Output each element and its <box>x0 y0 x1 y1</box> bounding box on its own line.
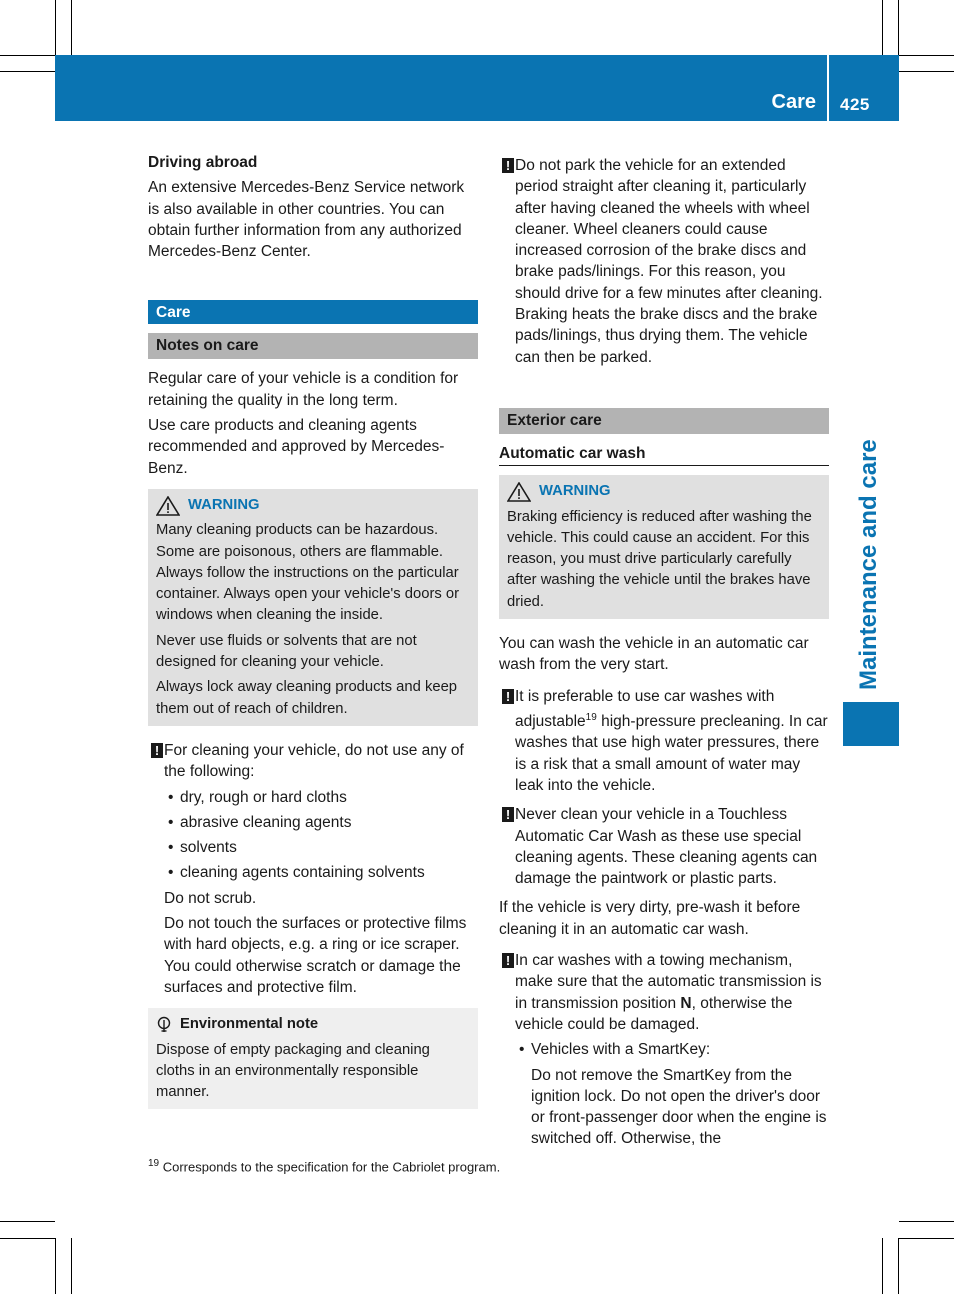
warning-text: Never use fluids or solvents that are not designed for cleaning your vehicle. <box>156 632 417 671</box>
crop-mark <box>882 1238 883 1294</box>
list-item: • cleaning agents containing solvents <box>164 862 478 883</box>
environmental-note-text: Dispose of empty packaging and cleaning cloths in an environmentally responsible manner. <box>156 1041 430 1101</box>
side-tab-label: Maintenance and care <box>855 439 882 690</box>
footnote-number: 19 <box>148 1158 160 1169</box>
paragraph: If the vehicle is very dirty, pre-wash it before cleaning it in an automatic car wash. <box>499 899 801 938</box>
note-text: For cleaning your vehicle, do not use any of the following: <box>164 741 464 781</box>
crop-mark <box>0 55 55 56</box>
crop-mark <box>55 1238 56 1294</box>
list-item: • Vehicles with a SmartKey: <box>515 1039 829 1060</box>
environmental-note-box <box>148 1008 478 1109</box>
exclamation-icon: ! <box>502 158 514 173</box>
exterior-care-heading: Exterior care <box>499 408 829 434</box>
right-column <box>499 155 829 1158</box>
warning-text: Braking efficiency is reduced after washing the vehicle. This could cause an accident. For this reason, you must drive particularly carefully after washing the vehicle until the brakes have dried. <box>507 508 812 610</box>
warning-title <box>507 481 821 502</box>
exclamation-icon: ! <box>151 743 163 758</box>
left-column <box>148 152 478 1123</box>
warning-text: Always lock away cleaning products and keep them out of reach of children. <box>156 679 458 717</box>
crop-mark <box>0 71 55 72</box>
transmission-position: N <box>680 994 692 1012</box>
footnote-text: Corresponds to the specification for the Cabriolet program. <box>159 1159 501 1175</box>
crop-mark <box>55 0 56 55</box>
note-text: Do not park the vehicle for an extended period straight after cleaning it, particularly after having cleaned the wheels with wheel cleaner. Wheel cleaners could cause increased corrosion of the brake discs and brake pads/linings. For this reason, you should drive for a few minutes after cleaning. Braking heats the brake discs and the brake pads/linings, thus drying them. The vehicle can then be parked. <box>515 157 823 366</box>
note-text: Do not touch the surfaces or protective films with hard objects, e.g. a ring or ice scraper. You could otherwise scratch or damage the surfaces and protective film. <box>164 915 467 996</box>
crop-mark <box>898 1238 899 1294</box>
note-text-part: high-pressure precleaning. In car washes that use high water pressures, there is a risk that a small amount of water may leak into the vehicle. <box>515 713 828 794</box>
note-text-part: , otherwise the vehicle could be damaged. <box>515 994 793 1033</box>
warning-triangle-icon <box>156 496 180 516</box>
automatic-car-wash-heading: Automatic car wash <box>499 443 829 466</box>
driving-abroad-text: An extensive Mercedes-Benz Service network is also available in other countries. You can obtain further information from any authorized Mercedes-Benz Center. <box>148 179 465 261</box>
list-item: • solvents <box>164 837 478 858</box>
note-text-part: In car washes with a towing mechanism, make sure that the automatic transmission is in transmission position <box>515 952 822 1012</box>
note-text <box>515 686 829 797</box>
note-item <box>148 740 478 998</box>
paragraph: Use care products and cleaning agents recommended and approved by Mercedes-Benz. <box>148 417 445 477</box>
list-item: • abrasive cleaning agents <box>164 812 478 833</box>
note-item <box>499 686 829 797</box>
crop-mark <box>899 55 954 56</box>
crop-mark <box>71 1238 72 1294</box>
note-item <box>499 804 829 889</box>
note-item <box>499 155 829 368</box>
header-title: Care <box>771 91 816 113</box>
crop-mark <box>71 0 72 55</box>
environmental-note-label: Environmental note <box>180 1016 319 1033</box>
note-text: Never clean your vehicle in a Touchless Automatic Car Wash as these use special cleaning agents. These cleaning agents can damage the paintwork or plastic parts. <box>515 806 818 888</box>
crop-mark <box>899 1238 954 1239</box>
list-item: • dry, rough or hard cloths <box>164 787 478 808</box>
lightbulb-icon <box>156 1016 172 1034</box>
note-item <box>499 950 829 1150</box>
page-header <box>55 55 899 121</box>
header-divider <box>827 55 829 121</box>
warning-label: WARNING <box>188 496 260 513</box>
care-heading: Care <box>148 300 478 324</box>
note-text-part: It is preferable to use car washes with adjustable <box>515 687 775 731</box>
notes-on-care-heading: Notes on care <box>148 333 478 359</box>
crop-mark <box>899 1221 954 1222</box>
note-text: Do not scrub. <box>164 889 257 907</box>
crop-mark <box>0 1238 55 1239</box>
note-text <box>515 950 829 1035</box>
footnote-ref: 19 <box>585 711 597 723</box>
warning-label: WARNING <box>539 483 611 500</box>
driving-abroad-heading: Driving abroad <box>148 154 258 171</box>
crop-mark <box>899 71 954 72</box>
page-number: 425 <box>840 95 870 114</box>
exclamation-icon: ! <box>502 953 514 968</box>
warning-triangle-icon <box>507 482 531 502</box>
warning-box <box>499 475 829 619</box>
footnote <box>148 1158 500 1174</box>
paragraph: Regular care of your vehicle is a condition for retaining the quality in the long term. <box>148 370 459 409</box>
crop-mark <box>898 0 899 55</box>
side-tab-marker <box>843 702 899 746</box>
warning-title <box>156 495 470 516</box>
bullet-text: Do not remove the SmartKey from the ignition lock. Do not open the driver's door or front-passenger door when the engine is switched off. Otherwise, the <box>531 1066 827 1148</box>
paragraph: You can wash the vehicle in an automatic car wash from the very start. <box>499 635 809 674</box>
warning-text: Many cleaning products can be hazardous. Some are poisonous, others are flammable. Always follow the instructions on the particular container. Always open your vehicle's doors or windows when cleaning the inside. <box>156 522 460 624</box>
exclamation-icon: ! <box>502 807 514 822</box>
warning-box <box>148 489 478 726</box>
crop-mark <box>0 1221 55 1222</box>
environmental-note-title <box>156 1014 470 1035</box>
exclamation-icon: ! <box>502 689 514 704</box>
crop-mark <box>882 0 883 55</box>
